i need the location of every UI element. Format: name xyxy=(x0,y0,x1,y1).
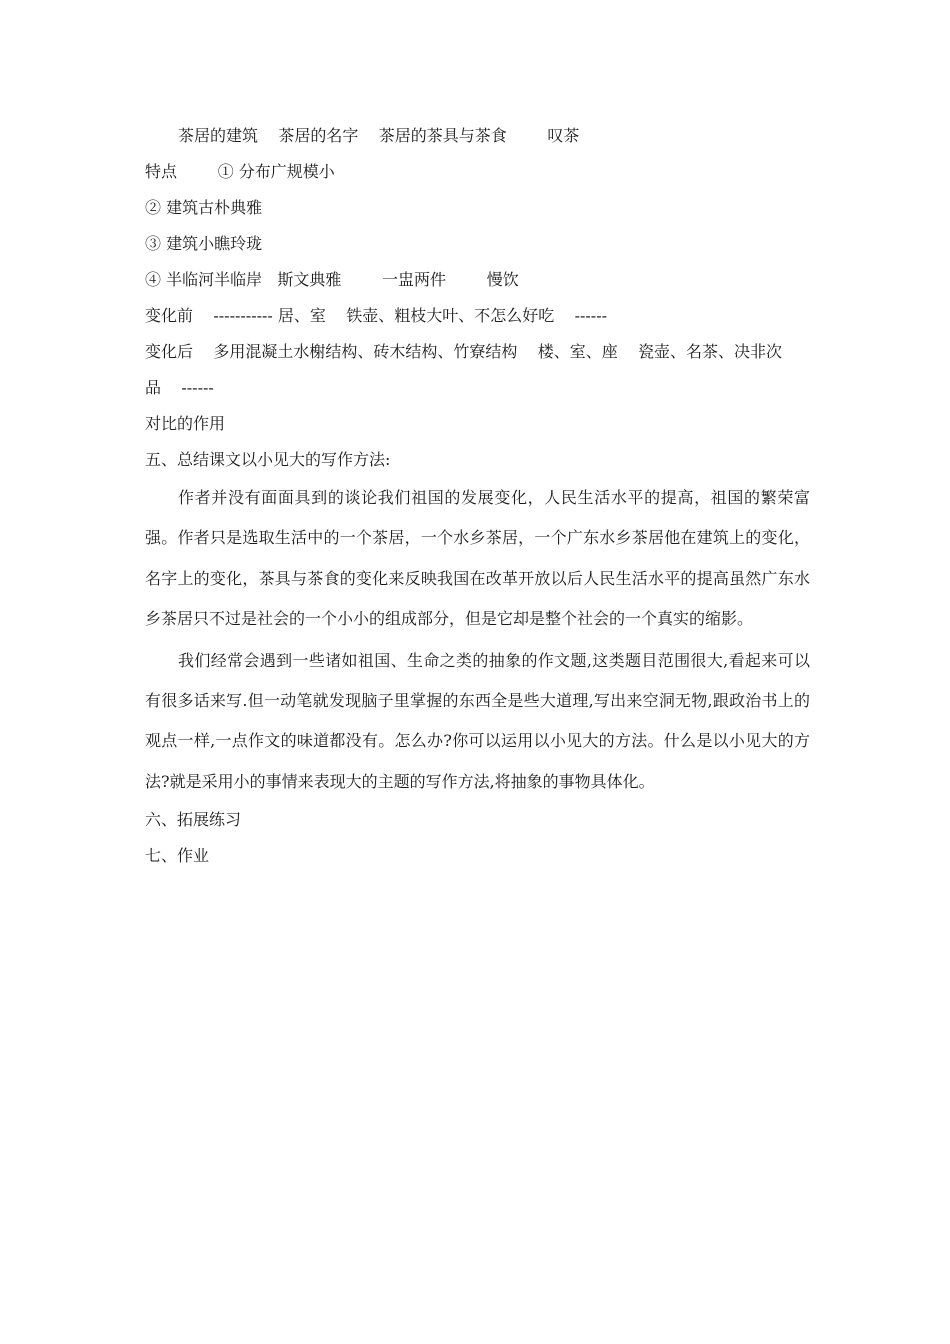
table-row-feature-3: ③ 建筑小瞧玲珑 xyxy=(145,234,263,253)
table-header-row: 茶居的建筑 茶居的名字 茶居的茶具与茶食 叹茶 xyxy=(178,126,580,145)
contrast-label: 对比的作用 xyxy=(145,414,226,433)
section-7-heading: 七、作业 xyxy=(145,846,210,866)
table-row-after-continued: 品 ------ xyxy=(145,378,214,397)
table-row-after: 变化后 多用混凝土水榭结构、砖木结构、竹寮结构 楼、室、座 瓷壶、名茶、决非次 xyxy=(145,342,783,361)
table-row-before: 变化前 ----------- 居、室 铁壶、粗枝大叶、不怎么好吃 ------ xyxy=(145,306,608,325)
table-row-feature-4: ④ 半临河半临岸 斯文典雅 一盅两件 慢饮 xyxy=(145,270,519,289)
section-6-heading: 六、拓展练习 xyxy=(145,810,242,830)
section-5-heading: 五、总结课文以小见大的写作方法: xyxy=(145,450,391,469)
section-5-paragraph-1: 作者并没有面面具到的谈论我们祖国的发展变化，人民生活水平的提高，祖国的繁荣富强。作者只是选取生活中的一个茶居，一个水乡茶居，一个广东水乡茶居他在建筑上的变化，名字上的变化，茶具与茶食的变化来反映我国在改革开放以后人民生活水平的提高虽然广东水乡茶居只不过是社会的一个小小的组成部分，但是它却是整个社会的一个真实的缩影。 xyxy=(145,488,810,629)
table-row-feature-2: ② 建筑古朴典雅 xyxy=(145,198,263,217)
section-5-paragraph-2: 我们经常会遇到一些诸如祖国、生命之类的抽象的作文题,这类题目范围很大,看起来可以有很多话来写.但一动笔就发现脑子里掌握的东西全是些大道理,写出来空洞无物,跟政治书上的观点一样,一点作文的味道都没有。怎么办?你可以运用以小见大的方法。什么是以小见大的方法?就是采用小的事情来表现大的主题的写作方法,将抽象的事物具体化。 xyxy=(145,650,810,791)
document-page xyxy=(145,118,810,874)
table-row-features: 特点 ① 分布广规模小 xyxy=(145,162,335,181)
